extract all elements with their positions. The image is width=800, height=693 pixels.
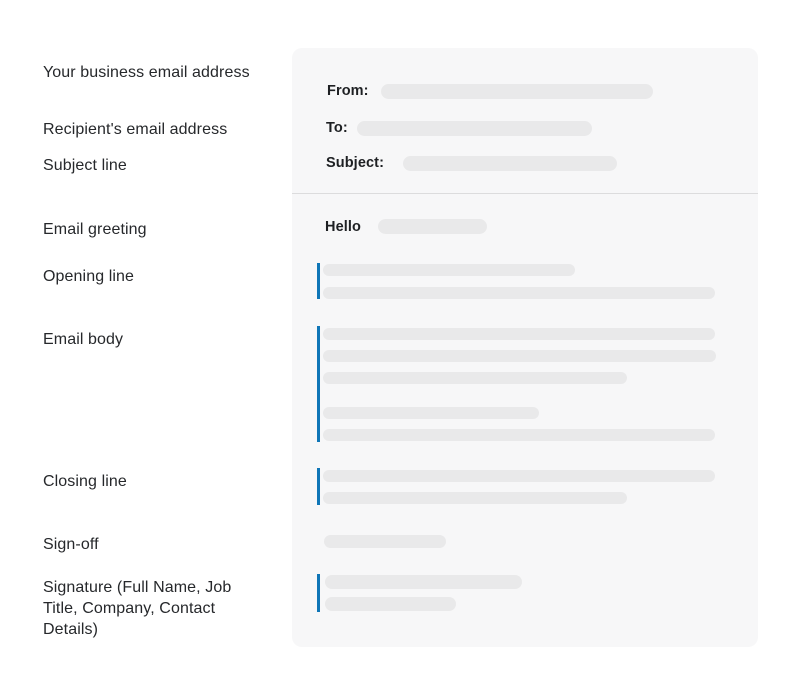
email-body-placeholder-bar: [323, 407, 539, 419]
subject-field-label: Subject:: [326, 155, 384, 171]
email-body-placeholder-bar: [323, 350, 716, 362]
annotation-email-body: Email body: [43, 331, 124, 348]
to-placeholder-bar: [357, 121, 592, 136]
annotation-email-greeting: Email greeting: [43, 221, 147, 238]
annotation-closing-line: Closing line: [43, 473, 127, 490]
sign-off-placeholder-bar: [324, 535, 446, 548]
subject-placeholder-bar: [403, 156, 617, 171]
signature-placeholder-bar: [325, 575, 522, 589]
annotation-your-business-email-address: Your business email address: [43, 64, 250, 81]
signature-accent-bar: [317, 574, 320, 612]
email-body-placeholder-bar: [323, 372, 627, 384]
annotation-recipients-email-address: Recipient's email address: [43, 121, 228, 138]
from-field-label: From:: [327, 83, 369, 99]
closing-line-placeholder-bar: [323, 470, 715, 482]
signature-placeholder-bar: [325, 597, 456, 611]
annotation-subject-line: Subject line: [43, 157, 127, 174]
annotation-sign-off: Sign-off: [43, 536, 99, 553]
email-body-accent-bar: [317, 326, 320, 442]
to-field-label: To:: [326, 120, 348, 136]
from-placeholder-bar: [381, 84, 653, 99]
greeting-placeholder-bar: [378, 219, 487, 234]
email-body-placeholder-bar: [323, 429, 715, 441]
header-divider: [292, 193, 758, 194]
closing-line-placeholder-bar: [323, 492, 627, 504]
opening-line-accent-bar: [317, 263, 320, 299]
opening-line-placeholder-bar: [323, 264, 575, 276]
annotation-opening-line: Opening line: [43, 268, 135, 285]
email-mockup-panel: [292, 48, 758, 647]
email-body-placeholder-bar: [323, 328, 715, 340]
greeting-label: Hello: [325, 219, 361, 235]
opening-line-placeholder-bar: [323, 287, 715, 299]
annotation-signature: Signature (Full Name, Job Title, Company, Contact Details): [43, 579, 232, 638]
closing-line-accent-bar: [317, 468, 320, 505]
